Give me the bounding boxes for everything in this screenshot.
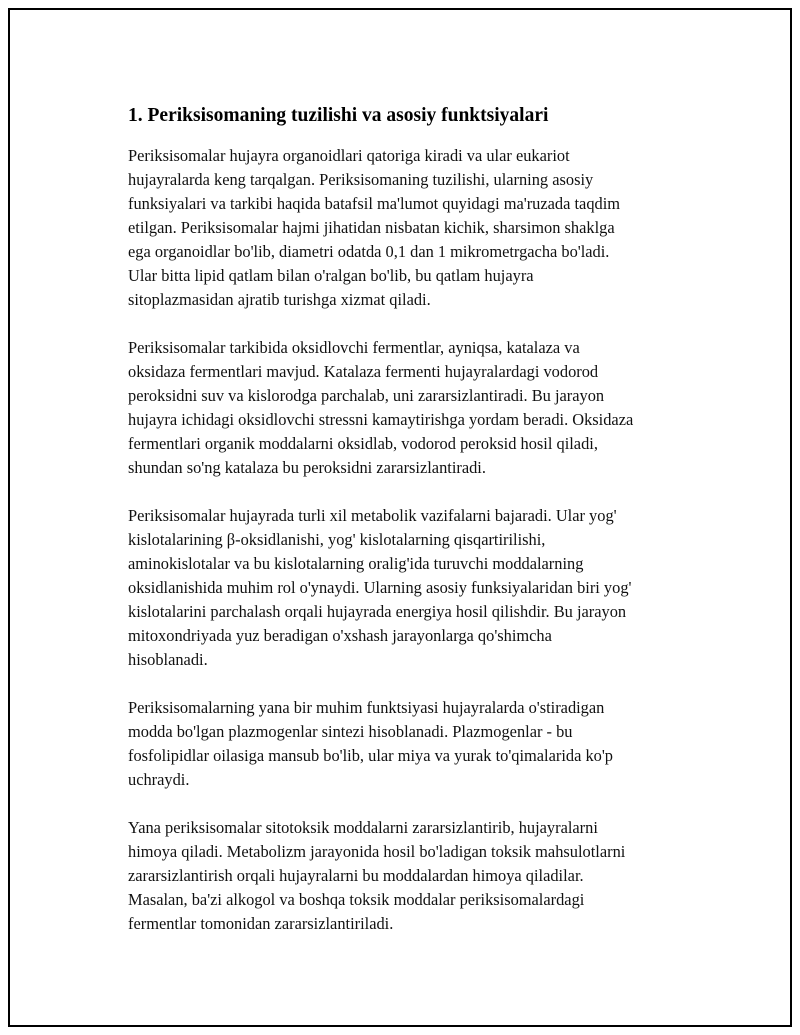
text-line: ega organoidlar bo'lib, diametri odatda 0,1 dan 1 mikrometrgacha bo'ladi. <box>128 242 610 261</box>
text-line: sitoplazmasidan ajratib turishga xizmat qiladi. <box>128 290 431 309</box>
page-frame <box>8 8 792 1027</box>
text-line: Ular bitta lipid qatlam bilan o'ralgan bo'lib, bu qatlam hujayra <box>128 266 534 285</box>
text-line: funksiyalari va tarkibi haqida batafsil ma'lumot quyidagi ma'ruzada taqdim <box>128 194 621 213</box>
text-line: Periksisomalar tarkibida oksidlovchi fermentlar, ayniqsa, katalaza va <box>128 338 580 357</box>
paragraph-1 <box>128 144 708 312</box>
text-line: fermentlar tomonidan zararsizlantiriladi. <box>128 914 394 933</box>
text-line: himoya qiladi. Metabolizm jarayonida hosil bo'ladigan toksik mahsulotlarni <box>128 842 626 861</box>
paragraph-3 <box>128 504 708 672</box>
text-line: Yana periksisomalar sitotoksik moddalarni zararsizlantirib, hujayralarni <box>128 818 598 837</box>
text-line: Periksisomalar hujayrada turli xil metabolik vazifalarni bajaradi. Ular yog' <box>128 506 617 525</box>
text-line: oksidaza fermentlari mavjud. Katalaza fermenti hujayralardagi vodorod <box>128 362 599 381</box>
text-line: modda bo'lgan plazmogenlar sintezi hisoblanadi. Plazmogenlar - bu <box>128 722 573 741</box>
paragraph-5 <box>128 816 708 936</box>
section-heading: 1. Periksisomaning tuzilishi va asosiy funktsiyalari <box>128 105 549 126</box>
paragraph-4 <box>128 696 708 792</box>
text-line: mitoxondriyada yuz beradigan o'xshash jarayonlarga qo'shimcha <box>128 626 552 645</box>
text-line: kislotalarining β-oksidlanishi, yog' kislotalarning qisqartirilishi, <box>128 530 546 549</box>
text-line: etilgan. Periksisomalar hajmi jihatidan nisbatan kichik, sharsimon shaklga <box>128 218 615 237</box>
paragraph-2 <box>128 336 708 480</box>
text-line: aminokislotalar va bu kislotalarning oralig'ida turuvchi moddalarning <box>128 554 584 573</box>
text-line: Periksisomalarning yana bir muhim funktsiyasi hujayralarda o'stiradigan <box>128 698 605 717</box>
text-line: hisoblanadi. <box>128 650 208 669</box>
text-line: Masalan, ba'zi alkogol va boshqa toksik moddalar periksisomalardagi <box>128 890 585 909</box>
text-line: zararsizlantirish orqali hujayralarni bu moddalardan himoya qiladilar. <box>128 866 584 885</box>
text-line: uchraydi. <box>128 770 190 789</box>
text-line: Periksisomalar hujayra organoidlari qatoriga kiradi va ular eukariot <box>128 146 570 165</box>
text-line: hujayra ichidagi oksidlovchi stressni kamaytirishga yordam beradi. Oksidaza <box>128 410 634 429</box>
text-line: kislotalarini parchalash orqali hujayrada energiya hosil qilishdir. Bu jarayon <box>128 602 627 621</box>
text-line: hujayralarda keng tarqalgan. Periksisomaning tuzilishi, ularning asosiy <box>128 170 594 189</box>
text-line: fosfolipidlar oilasiga mansub bo'lib, ular miya va yurak to'qimalarida ko'p <box>128 746 613 765</box>
document-body <box>128 102 708 960</box>
text-line: peroksidni suv va kislorodga parchalab, uni zararsizlantiradi. Bu jarayon <box>128 386 605 405</box>
text-line: fermentlari organik moddalarni oksidlab, vodorod peroksid hosil qiladi, <box>128 434 598 453</box>
text-line: oksidlanishida muhim rol o'ynaydi. Ularning asosiy funksiyalaridan biri yog' <box>128 578 632 597</box>
text-line: shundan so'ng katalaza bu peroksidni zararsizlantiradi. <box>128 458 486 477</box>
